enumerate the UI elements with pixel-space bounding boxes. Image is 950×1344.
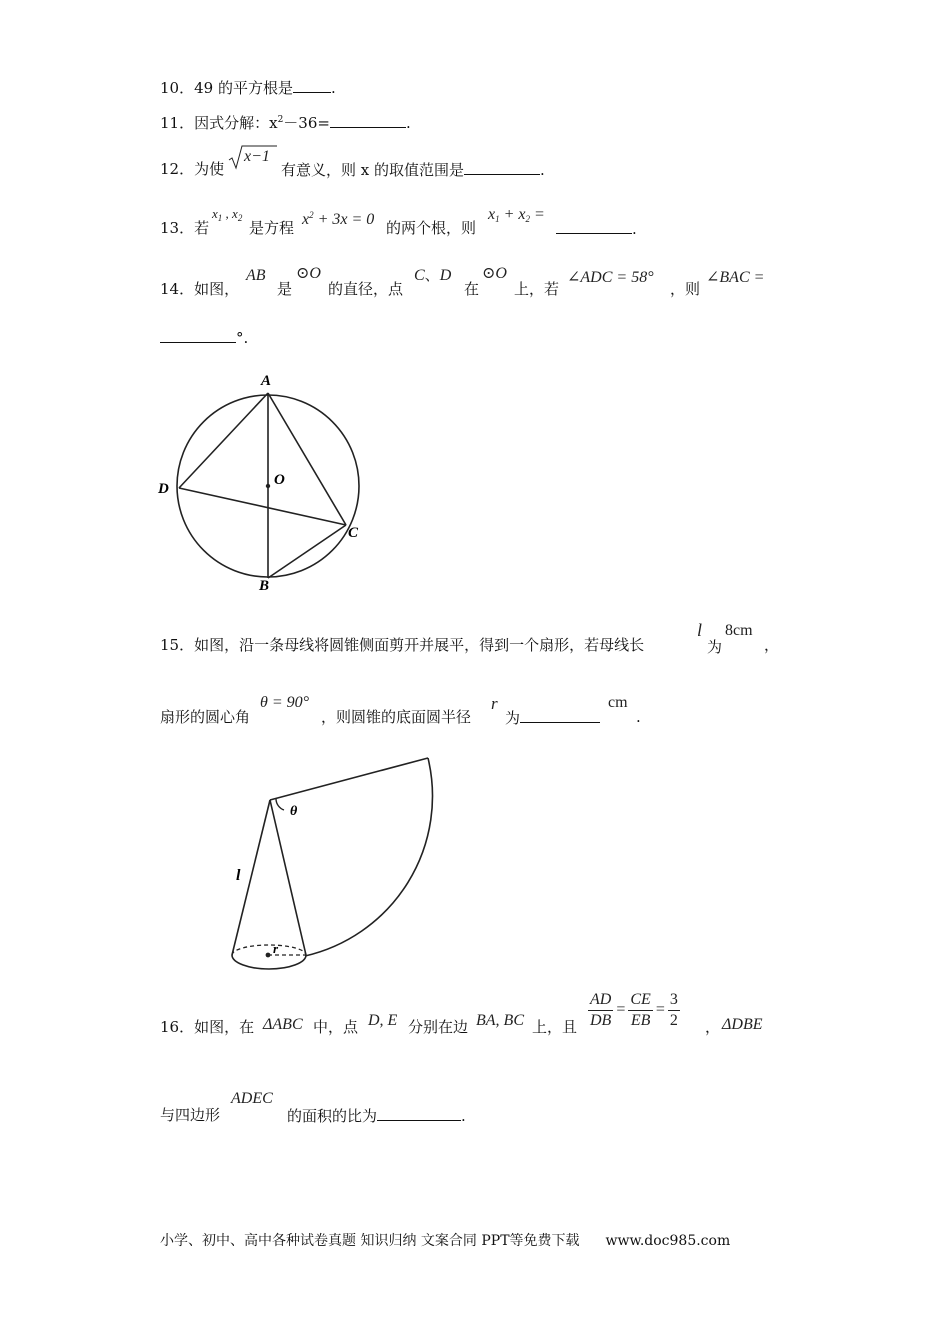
roots-x1-x2: $x_1$ , $x_2$ <box>212 206 243 223</box>
footer-text: 小学、初中、高中各种试卷真题 知识归纳 文案合同 PPT等免费下载 <box>160 1233 580 1249</box>
sum-x1-x2: $x_1 + x_2$ = <box>488 206 545 224</box>
question-12: 12．为使 <box>160 160 225 178</box>
label-l: l <box>236 867 241 884</box>
answer-blank[interactable] <box>464 160 540 175</box>
question-13-end: . <box>556 219 637 238</box>
center-dot <box>266 484 270 488</box>
answer-blank[interactable] <box>330 113 406 128</box>
cone-sector-figure <box>220 750 450 980</box>
label-c: C <box>348 525 359 541</box>
question-14: 14．如图， <box>160 280 240 298</box>
sector-arc <box>305 758 432 956</box>
label-theta: θ <box>290 804 298 819</box>
question-14-end: °. <box>160 328 248 347</box>
question-13: 13．若 <box>160 219 210 237</box>
footer-url[interactable]: www.doc985.com <box>605 1233 731 1249</box>
question-12-rest: 有意义，则 x 的取值范围是 . <box>281 161 545 179</box>
question-10: 10．49 的平方根是 . <box>160 79 336 97</box>
question-16-end: 的面积的比为 . <box>287 1107 466 1125</box>
angle-arc <box>276 799 284 810</box>
label-b: B <box>259 578 270 594</box>
sector-radius-top <box>270 758 428 800</box>
footer <box>160 1232 730 1250</box>
chord-dc <box>179 488 346 525</box>
answer-blank[interactable] <box>556 219 632 234</box>
question-15-blank: 为 <box>505 708 600 727</box>
fraction-3-2: $\frac{3}{2}$ <box>669 991 678 1029</box>
label-d: D <box>158 481 169 497</box>
question-11: 11．因式分解：$x^2-36=$ . <box>160 114 411 132</box>
fraction-ce-eb: $\frac{CE}{EB}$ <box>630 991 651 1029</box>
chord-bc <box>268 525 346 578</box>
answer-blank[interactable] <box>160 328 236 343</box>
fraction-ad-db: $\frac{AD}{DB}$ <box>590 991 612 1029</box>
cone-slant-right <box>270 800 306 955</box>
base-center <box>266 953 271 958</box>
question-16: 16．如图，在 <box>160 1018 255 1036</box>
label-r: r <box>273 941 279 956</box>
label-o: O <box>274 472 285 488</box>
points-c-d: C、D <box>414 267 452 284</box>
answer-blank[interactable] <box>520 708 600 723</box>
chord-ac <box>268 393 346 525</box>
sqrt-expression: x−1 <box>228 144 278 174</box>
question-15: 15．如图，沿一条母线将圆锥侧面剪开并展平，得到一个扇形，若母线长 <box>160 636 645 654</box>
answer-blank[interactable] <box>293 78 331 93</box>
answer-blank[interactable] <box>377 1106 461 1121</box>
ratio-equation: $\frac{AD}{DB}$ = $\frac{CE}{EB}$ = $\frac{3}{2}$ <box>590 991 678 1029</box>
label-a: A <box>261 373 272 389</box>
circle-figure <box>150 368 380 600</box>
equation: $x^2 + 3x = 0$ <box>302 210 375 228</box>
